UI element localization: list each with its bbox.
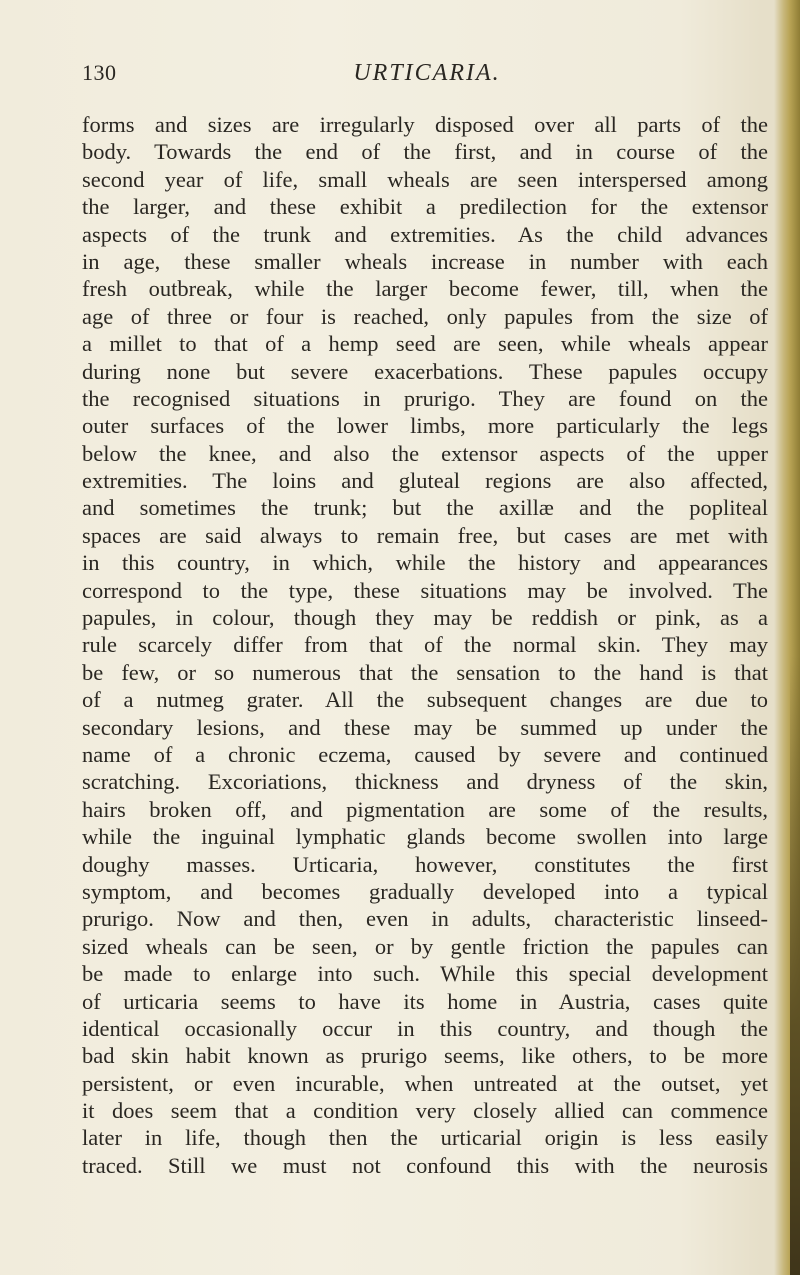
- text-line: body. Towards the end of the first, and in course of the: [82, 139, 768, 165]
- page-edge-binding: [790, 655, 800, 1275]
- text-line: in age, these smaller wheals increase in number with each: [82, 248, 768, 274]
- text-line: be few, or so numerous that the sensation to the hand is that: [82, 659, 768, 685]
- text-line: the larger, and these exhibit a predilection for the extensor: [82, 194, 768, 220]
- text-line: prurigo. Now and then, even in adults, characteristic linseed-: [82, 906, 768, 932]
- text-line: sized wheals can be seen, or by gentle friction the papules can: [82, 933, 768, 959]
- page-number: 130: [82, 60, 117, 85]
- text-line: secondary lesions, and these may be summed up under the: [82, 714, 768, 740]
- text-line: during none but severe exacerbations. These papules occupy: [82, 358, 768, 384]
- text-line: persistent, or even incurable, when untreated at the outset, yet: [82, 1070, 768, 1096]
- text-line: rule scarcely differ from that of the normal skin. They may: [82, 632, 768, 658]
- text-line: extremities. The loins and gluteal regions are also affected,: [82, 468, 768, 494]
- text-line: bad skin habit known as prurigo seems, like others, to be more: [82, 1043, 768, 1069]
- text-line: forms and sizes are irregularly disposed over all parts of the: [82, 112, 768, 137]
- text-line: symptom, and becomes gradually developed into a typical: [82, 878, 768, 904]
- text-line: later in life, though then the urticarial origin is less easily: [82, 1125, 768, 1151]
- text-line: hairs broken off, and pigmentation are some of the results,: [82, 796, 768, 822]
- text-line: be made to enlarge into such. While this special development: [82, 961, 768, 987]
- text-line: doughy masses. Urticaria, however, constitutes the first: [82, 851, 768, 877]
- page-header: [82, 60, 772, 96]
- body-text: [82, 111, 768, 1179]
- text-line: it does seem that a condition very closely allied can commence: [82, 1098, 768, 1124]
- text-line: and sometimes the trunk; but the axillæ and the popliteal: [82, 495, 768, 521]
- text-line: aspects of the trunk and extremities. As the child advances: [82, 221, 768, 247]
- text-line: correspond to the type, these situations may be involved. The: [82, 577, 768, 603]
- text-line: age of three or four is reached, only papules from the size of: [82, 303, 768, 329]
- text-line: spaces are said always to remain free, but cases are met with: [82, 522, 768, 548]
- text-line: in this country, in which, while the history and appearances: [82, 550, 768, 576]
- text-line: papules, in colour, though they may be reddish or pink, as a: [82, 605, 768, 631]
- text-line: second year of life, small wheals are seen interspersed among: [82, 166, 768, 192]
- running-head: URTICARIA.: [353, 60, 501, 86]
- text-line: traced. Still we must not confound this with the neurosis: [82, 1152, 768, 1178]
- text-line: a millet to that of a hemp seed are seen, while wheals appear: [82, 331, 768, 357]
- text-line: below the knee, and also the extensor aspects of the upper: [82, 440, 768, 466]
- text-line: of a nutmeg grater. All the subsequent changes are due to: [82, 687, 768, 713]
- text-line: outer surfaces of the lower limbs, more particularly the legs: [82, 413, 768, 439]
- text-line: name of a chronic eczema, caused by severe and continued: [82, 741, 768, 767]
- text-line: of urticaria seems to have its home in Austria, cases quite: [82, 988, 768, 1014]
- text-line: fresh outbreak, while the larger become fewer, till, when the: [82, 276, 768, 302]
- text-line: while the inguinal lymphatic glands become swollen into large: [82, 824, 768, 850]
- text-line: the recognised situations in prurigo. They are found on the: [82, 385, 768, 411]
- text-line: identical occasionally occur in this country, and though the: [82, 1015, 768, 1041]
- text-line: scratching. Excoriations, thickness and dryness of the skin,: [82, 769, 768, 795]
